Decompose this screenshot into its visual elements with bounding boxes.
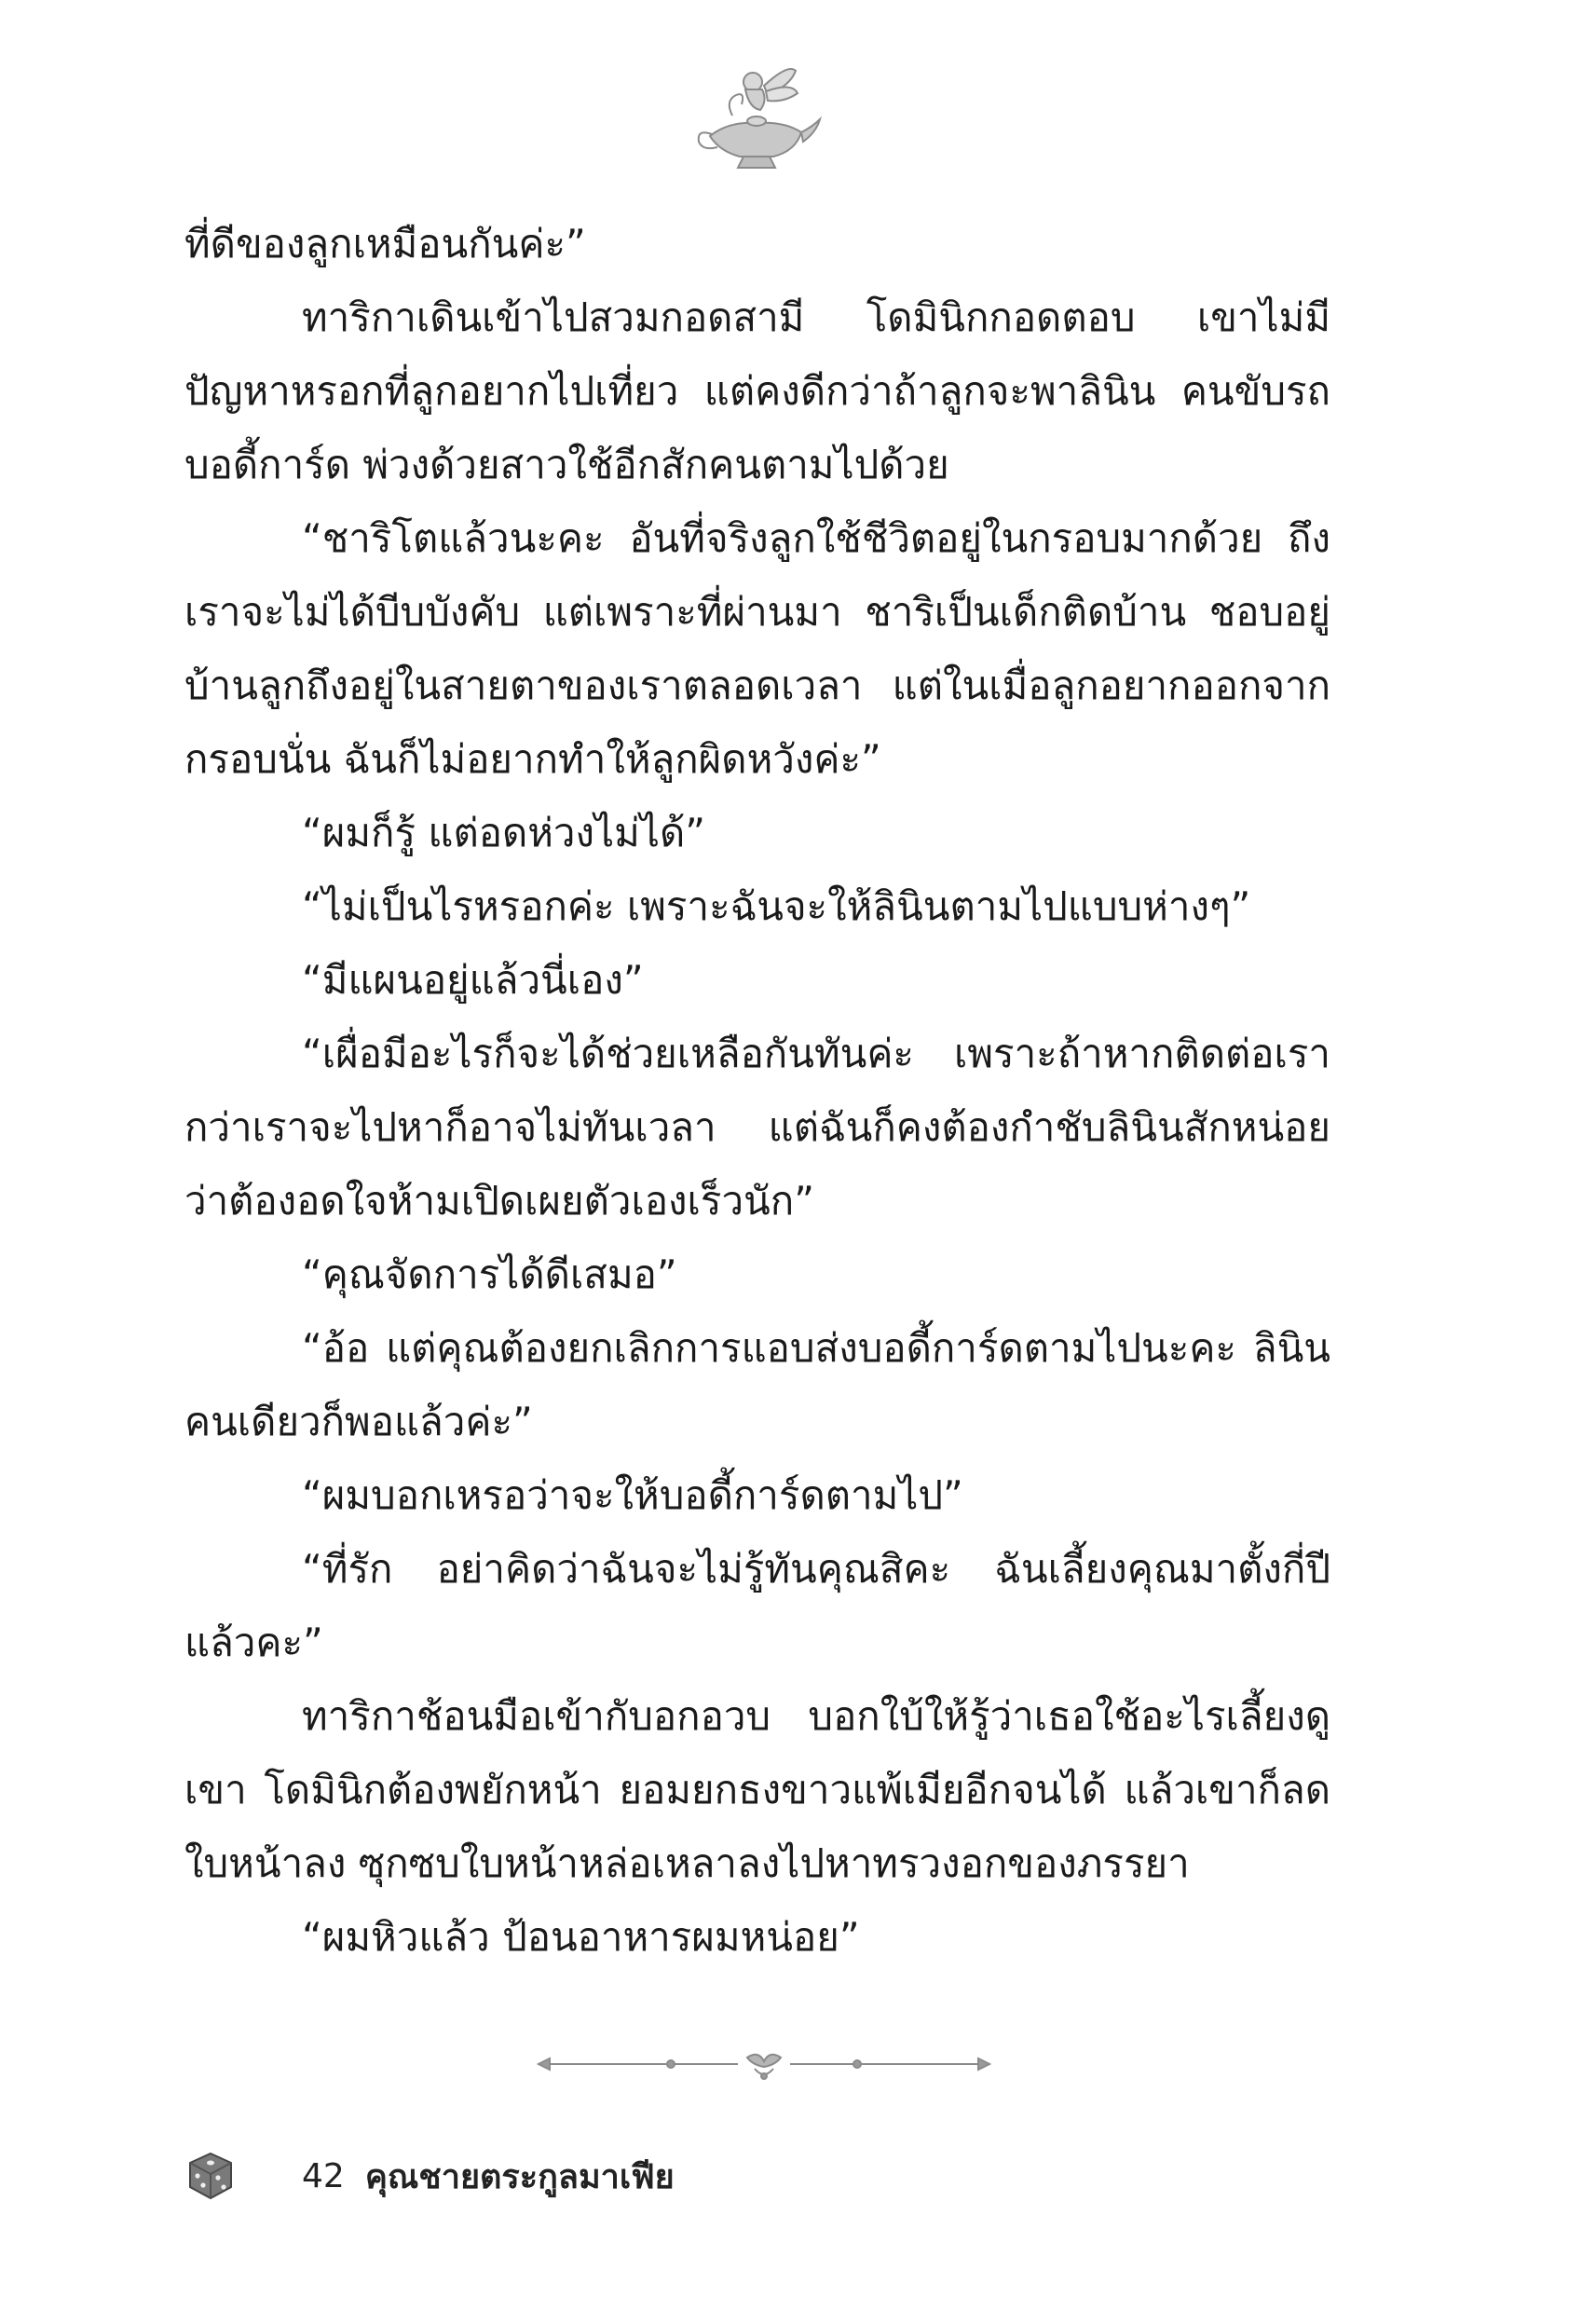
paragraph: “อ้อ แต่คุณต้องยกเลิกการแอบส่งบอดี้การ์ดตามไปนะคะ ลินินคนเดียวก็พอแล้วค่ะ” bbox=[184, 1325, 1330, 1444]
cupid-teapot-ornament-icon bbox=[691, 54, 822, 175]
paragraph: “ผมก็รู้ แต่อดห่วงไม่ได้” bbox=[302, 810, 705, 855]
book-title: คุณชายตระกูลมาเฟีย bbox=[364, 2157, 675, 2196]
paragraph: ที่ดีของลูกเหมือนกันค่ะ” bbox=[184, 221, 586, 267]
paragraph: “มีแผนอยู่แล้วนี่เอง” bbox=[302, 957, 644, 1003]
paragraph: “ที่รัก อย่าคิดว่าฉันจะไม่รู้ทันคุณสิคะ ฉันเลี้ยงคุณมาตั้งกี่ปีแล้วคะ” bbox=[184, 1546, 1330, 1665]
page-number: 42 bbox=[302, 2156, 345, 2195]
page-footer bbox=[184, 2143, 675, 2208]
body-text bbox=[184, 207, 1330, 1974]
paragraph: “เผื่อมีอะไรก็จะได้ช่วยเหลือกันทันค่ะ เพราะถ้าหากติดต่อเรากว่าเราจะไปหาก็อาจไม่ทันเวลา แต่ฉันก็คงต้องกำชับลินินสักหน่อยว่าต้องอดใจห้ามเปิดเผยตัวเองเร็วนัก” bbox=[184, 1031, 1330, 1224]
paragraph: “ไม่เป็นไรหรอกค่ะ เพราะฉันจะให้ลินินตามไปแบบห่างๆ” bbox=[302, 883, 1251, 929]
paragraph: “ผมบอกเหรอว่าจะให้บอดี้การ์ดตามไป” bbox=[302, 1472, 963, 1518]
paragraph: “ผมหิวแล้ว ป้อนอาหารผมหน่อย” bbox=[302, 1914, 860, 1960]
ornamental-divider-icon bbox=[531, 2041, 997, 2087]
paragraph: “คุณจัดการได้ดีเสมอ” bbox=[302, 1251, 677, 1297]
paragraph: ทาริกาเดินเข้าไปสวมกอดสามี โดมินิกกอดตอบ เขาไม่มีปัญหาหรอกที่ลูกอยากไปเที่ยว แต่คงดีกว่าถ้าลูกจะพาลินิน คนขับรถ บอดี้การ์ด พ่วงด้วยสาวใช้อีกสักคนตามไปด้วย bbox=[184, 294, 1330, 487]
dice-icon bbox=[184, 2150, 237, 2202]
paragraph: “ชาริโตแล้วนะคะ อันที่จริงลูกใช้ชีวิตอยู่ในกรอบมากด้วย ถึงเราจะไม่ได้บีบบังคับ แต่เพราะที่ผ่านมา ชาริเป็นเด็กติดบ้าน ชอบอยู่บ้านลูกถึงอยู่ในสายตาของเราตลอดเวลา แต่ในเมื่อลูกอยากออกจากกรอบนั่น ฉันก็ไม่อยากทำให้ลูกผิดหวังค่ะ” bbox=[184, 515, 1330, 782]
paragraph: ทาริกาช้อนมือเข้ากับอกอวบ บอกใบ้ให้รู้ว่าเธอใช้อะไรเลี้ยงดูเขา โดมินิกต้องพยักหน้า ยอมยกธงขาวแพ้เมียอีกจนได้ แล้วเขาก็ลดใบหน้าลง ซุกซบใบหน้าหล่อเหลาลงไปหาทรวงอกของภรรยา bbox=[184, 1693, 1330, 1886]
